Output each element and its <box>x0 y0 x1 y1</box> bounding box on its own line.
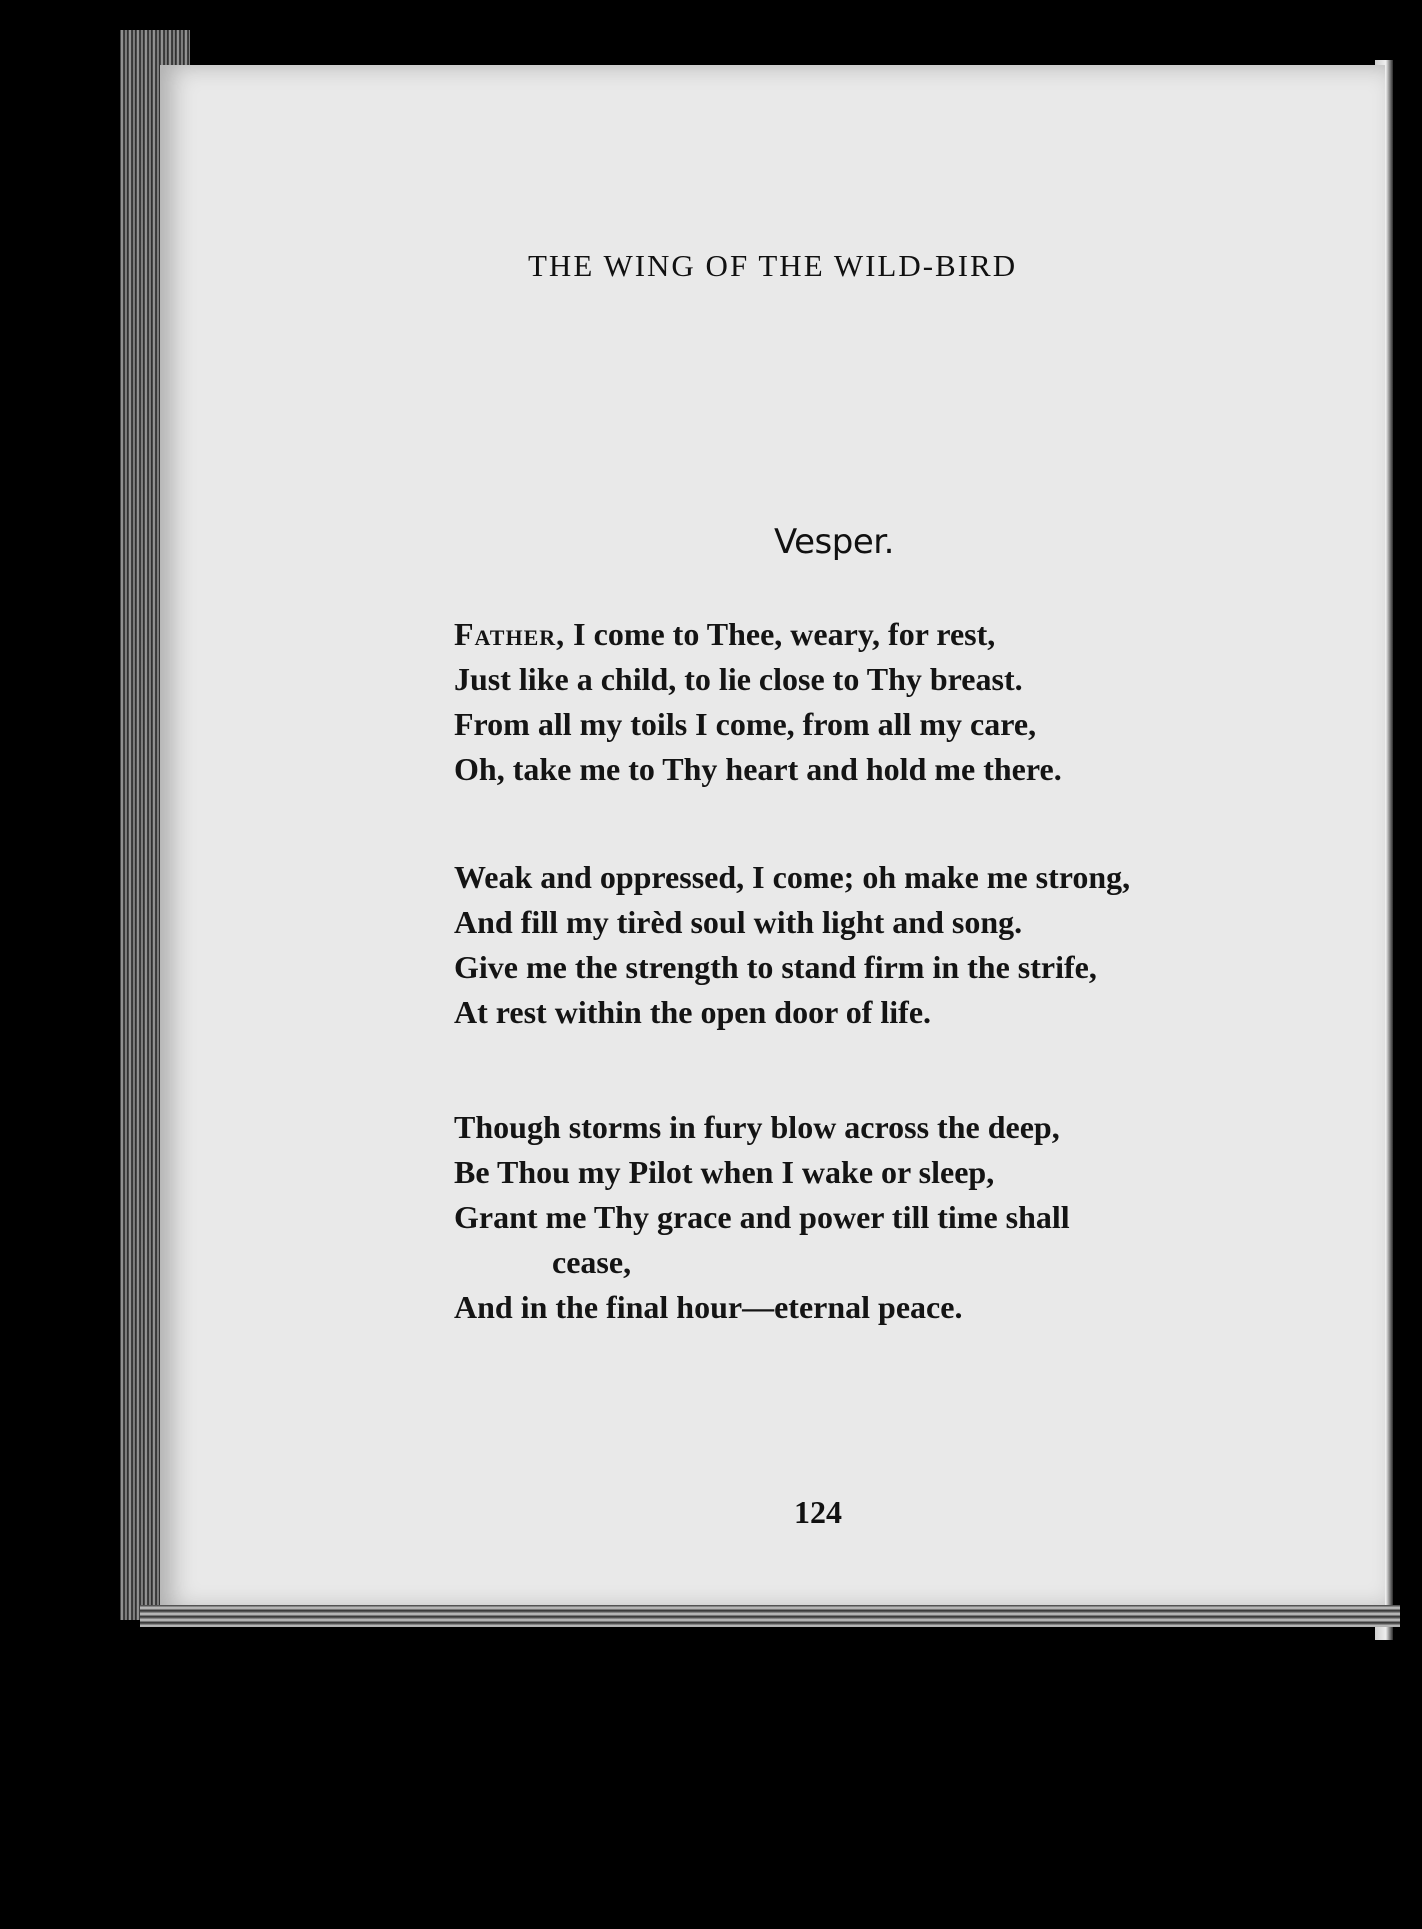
stanza <box>454 612 1062 792</box>
poem-line: Give me the strength to stand firm in the strife, <box>454 949 1097 985</box>
poem-line <box>454 612 1062 657</box>
poem-line: And in the final hour—eternal peace. <box>454 1289 963 1325</box>
stanza <box>454 1105 1070 1330</box>
poem-line: Be Thou my Pilot when I wake or sleep, <box>454 1154 995 1190</box>
poem-line: Oh, take me to Thy heart and hold me there. <box>454 751 1062 787</box>
first-word-small-caps: Father, <box>454 616 566 652</box>
line-text: I come to Thee, weary, for rest, <box>565 616 996 652</box>
book-page <box>160 65 1385 1610</box>
poem-title: Vesper. <box>774 522 894 562</box>
poem-line-continuation: cease, <box>552 1244 632 1280</box>
running-head: THE WING OF THE WILD-BIRD <box>528 248 1018 283</box>
poem-line: And fill my tirèd soul with light and song. <box>454 904 1023 940</box>
poem-line: From all my toils I come, from all my care, <box>454 706 1037 742</box>
poem-line: Just like a child, to lie close to Thy breast. <box>454 661 1023 697</box>
poem-line: Though storms in fury blow across the deep, <box>454 1109 1060 1145</box>
page-number: 124 <box>794 1494 842 1530</box>
stanza <box>454 855 1130 1035</box>
poem-line: Weak and oppressed, I come; oh make me strong, <box>454 859 1131 895</box>
page-bottom-edge <box>140 1605 1400 1627</box>
poem-line: At rest within the open door of life. <box>454 994 932 1030</box>
poem-line: Grant me Thy grace and power till time shall <box>454 1199 1070 1235</box>
